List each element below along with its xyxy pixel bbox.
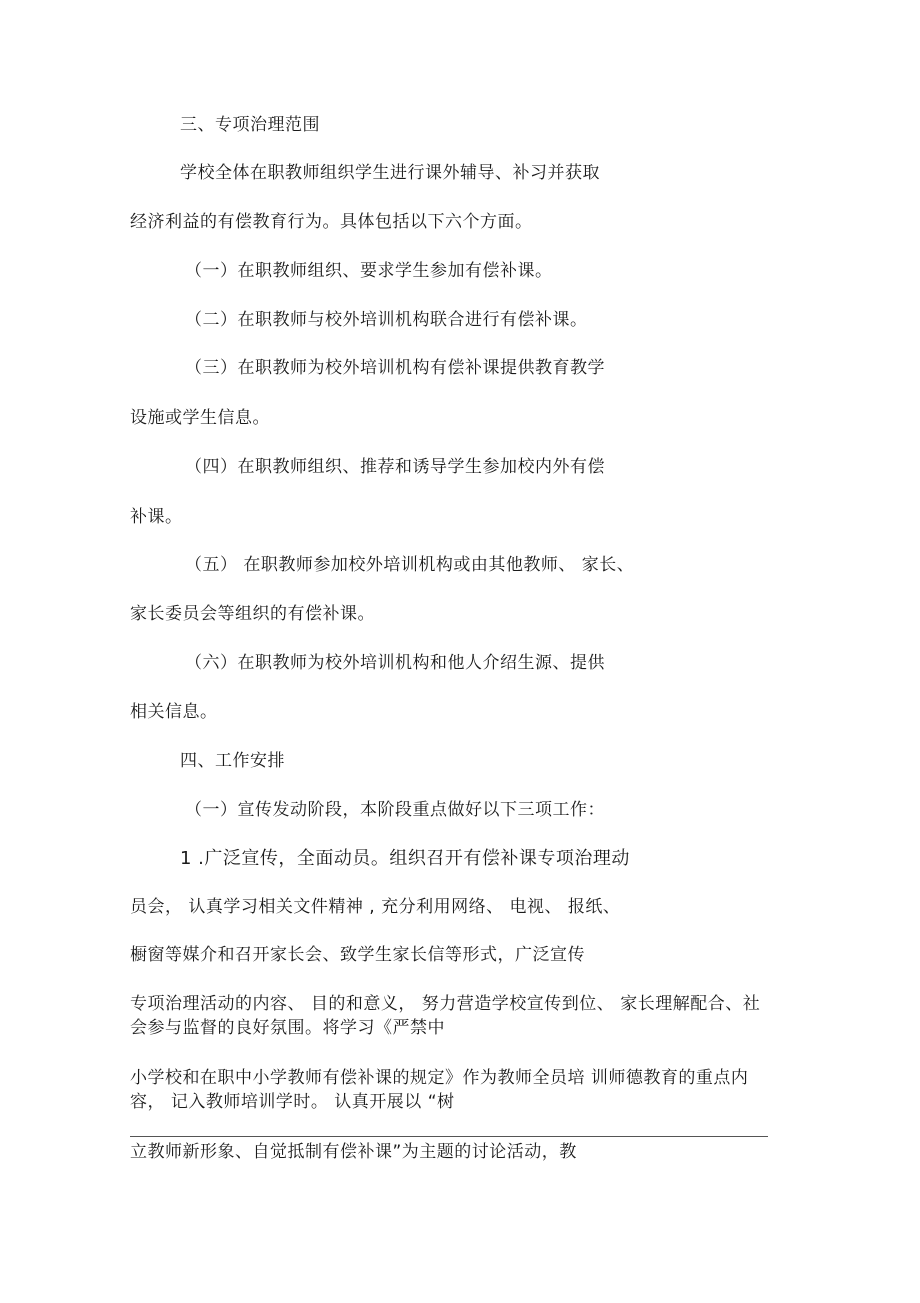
list-item-5: （五） 在职教师参加校外培训机构或由其他教师、 家长、 (185, 555, 635, 575)
list-item-1: （一）在职教师组织、要求学生参加有偿补课。 (185, 261, 553, 281)
list-item-4-continued: 补课。 (130, 507, 183, 527)
list-item-3-continued: 设施或学生信息。 (130, 408, 270, 428)
paragraph-line: 立教师新形象、自觉抵制有偿补课”为主题的讨论活动，教 (130, 1142, 577, 1162)
paragraph-line: 学校全体在职教师组织学生进行课外辅导、补习并获取 (180, 163, 600, 183)
list-item-4: （四）在职教师组织、推荐和诱导学生参加校内外有偿 (185, 457, 605, 477)
list-item-3: （三）在职教师为校外培训机构有偿补课提供教育教学 (185, 358, 605, 378)
paragraph-line: 专项治理活动的内容、 目的和意义， 努力营造学校宣传到位、 家长理解配合、社会参与监督的良好氛围。将学习《严禁中 (130, 994, 761, 1038)
paragraph-line: 1 .广泛宣传，全面动员。组织召开有偿补课专项治理动 (180, 848, 630, 869)
list-item-2: （二）在职教师与校外培训机构联合进行有偿补课。 (185, 310, 588, 330)
paragraph-line: 经济利益的有偿教育行为。具体包括以下六个方面。 (130, 212, 533, 232)
list-item-6-continued: 相关信息。 (130, 702, 218, 722)
page-divider (130, 1136, 768, 1137)
subsection-heading-publicity: （一）宣传发动阶段，本阶段重点做好以下三项工作： (185, 800, 605, 820)
list-item-6: （六）在职教师为校外培训机构和他人介绍生源、提供 (185, 653, 605, 673)
section-heading-work-plan: 四、工作安排 (180, 751, 285, 771)
paragraph-line: 小学校和在职中小学教师有偿补课的规定》作为教师全员培 训师德教育的重点内容， 记入教师培训学时。 认真开展以 “树 (130, 1068, 749, 1112)
section-heading-scope: 三、专项治理范围 (180, 115, 320, 135)
list-item-5-continued: 家长委员会等组织的有偿补课。 (130, 604, 375, 624)
paragraph-line: 员会， 认真学习相关文件精神 , 充分利用网络、 电视、 报纸、 (130, 897, 621, 917)
paragraph-line: 橱窗等媒介和召开家长会、致学生家长信等形式，广泛宣传 (130, 945, 585, 965)
